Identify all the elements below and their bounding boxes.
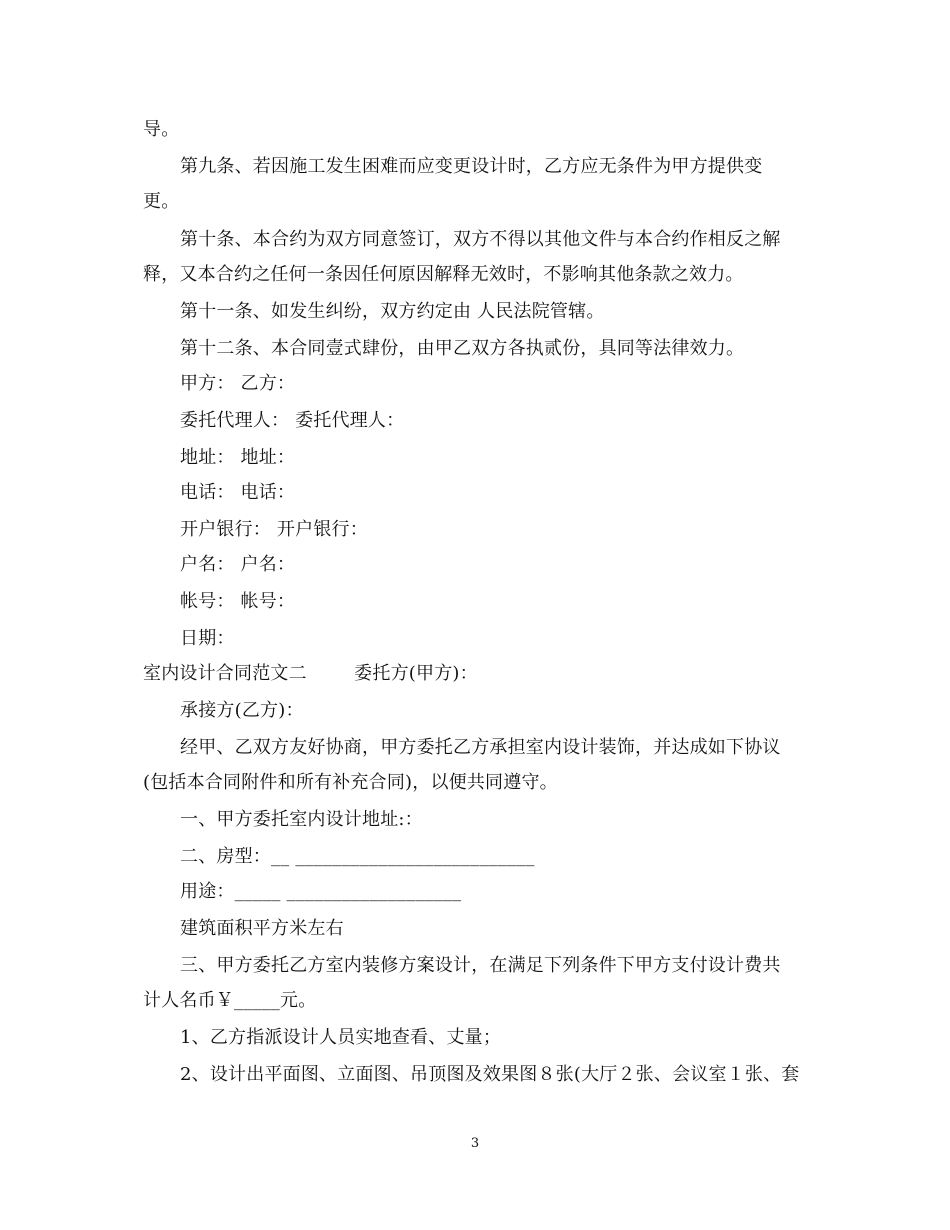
text-line: 第十条、本合约为双方同意签订，双方不得以其他文件与本合约作相反之解 <box>180 229 781 250</box>
text-line: 第十一条、如发生纠纷，双方约定由 人民法院管辖。 <box>180 301 605 322</box>
text-line: 第十二条、本合同壹式肆份，由甲乙双方各执贰份，具同等法律效力。 <box>180 338 745 359</box>
signature-field-account-name: 户名： 户名： <box>180 554 296 575</box>
signature-field-party: 甲方： 乙方： <box>180 373 296 394</box>
signature-field-agent: 委托代理人： 委托代理人： <box>180 410 405 431</box>
text-line: 二、房型：__ __________________________ <box>180 846 535 867</box>
text-line: 1、乙方指派设计人员实地查看、丈量； <box>180 1027 502 1048</box>
signature-field-address: 地址： 地址： <box>180 447 296 468</box>
text-line: 计人名币￥_____元。 <box>143 990 317 1011</box>
text-line: 更。 <box>143 191 180 212</box>
page-number: 3 <box>470 1136 480 1151</box>
text-line: 释，又本合约之任何一条因任何原因解释无效时，不影响其他条款之效力。 <box>143 264 744 285</box>
signature-field-date: 日期： <box>180 628 235 649</box>
signature-field-bank: 开户银行： 开户银行： <box>180 519 368 540</box>
text-line: 经甲、乙双方友好协商，甲方委托乙方承担室内设计装饰，并达成如下协议 <box>180 737 781 758</box>
text-line: 导。 <box>143 119 180 140</box>
text-line: 用途：_____ ___________________ <box>180 881 462 902</box>
text-line: 承接方(乙方)： <box>180 700 304 721</box>
text-line: 第九条、若因施工发生困难而应变更设计时，乙方应无条件为甲方提供变 <box>180 156 763 177</box>
signature-field-phone: 电话： 电话： <box>180 482 296 503</box>
text-line: 建筑面积平方米左右 <box>180 918 344 939</box>
text-line: 一、甲方委托室内设计地址:： <box>180 809 423 830</box>
text-line: 三、甲方委托乙方室内装修方案设计，在满足下列条件下甲方支付设计费共 <box>180 955 781 976</box>
signature-field-account-number: 帐号： 帐号： <box>180 591 296 612</box>
section-title: 室内设计合同范文二 委托方(甲方)： <box>143 663 478 684</box>
text-line: (包括本合同附件和所有补充合同)，以便共同遵守。 <box>143 772 558 793</box>
text-line: 2、设计出平面图、立面图、吊顶图及效果图８张(大厅２张、会议室１张、套 <box>180 1064 800 1085</box>
